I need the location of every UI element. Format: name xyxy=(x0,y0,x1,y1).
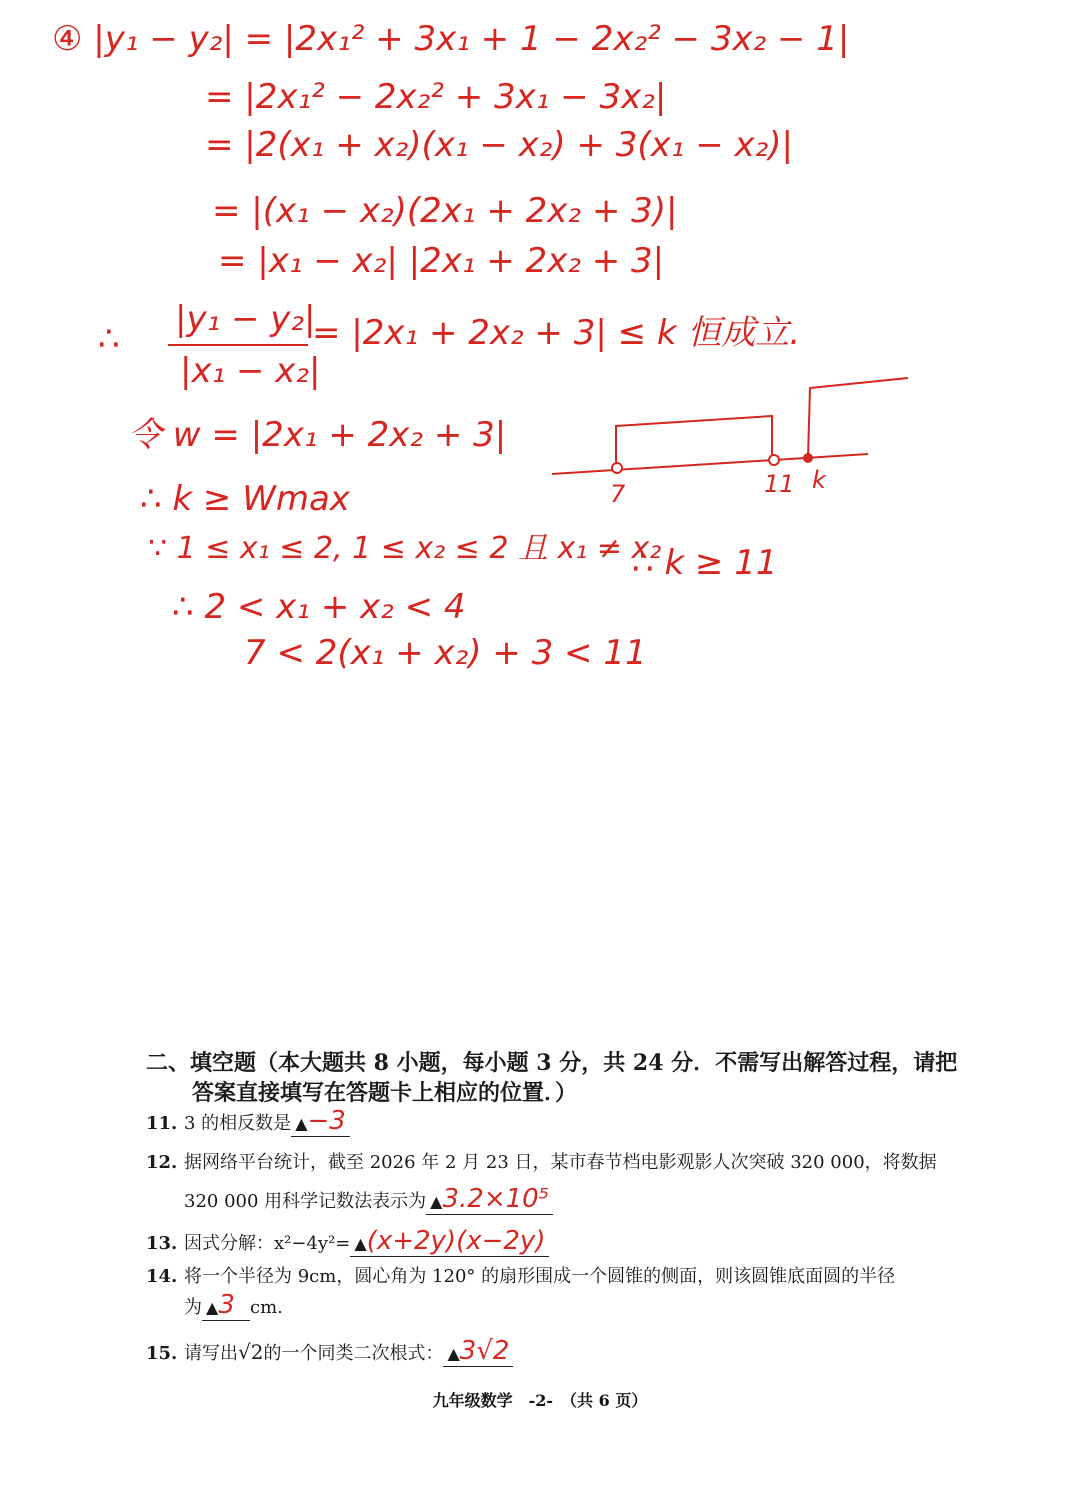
question-text-cont: 320 000 用科学记数法表示为 xyxy=(184,1191,427,1212)
question-number: 12. xyxy=(146,1152,178,1173)
question-14 xyxy=(146,1262,895,1288)
section-title: 二、填空题（本大题共 8 小题，每小题 3 分，共 24 分．不需写出解答过程，请把 xyxy=(146,1050,958,1076)
let-w-line: 令 w = |2x₁ + 2x₂ + 3| xyxy=(128,415,507,455)
question-12-cont xyxy=(184,1184,553,1215)
label-k: k xyxy=(812,466,826,494)
solution-line-2: = |2x₁² − 2x₂² + 3x₁ − 3x₂| xyxy=(205,77,667,117)
fraction-numerator: |y₁ − y₂| xyxy=(175,299,316,339)
question-13 xyxy=(146,1226,549,1257)
triangle-icon: ▲ xyxy=(354,1234,367,1253)
handwritten-answer: 3√2 xyxy=(459,1336,510,1366)
fraction-denominator: |x₁ − x₂| xyxy=(180,351,321,391)
solution-line-3: = |2(x₁ + x₂)(x₁ − x₂) + 3(x₁ − x₂)| xyxy=(205,125,793,165)
page-footer: 九年级数学 -2- （共 6 页） xyxy=(432,1391,648,1410)
label-11: 11 xyxy=(764,470,795,498)
number-line-diagram xyxy=(550,372,920,522)
question-number: 15. xyxy=(146,1343,178,1364)
question-11 xyxy=(146,1106,350,1137)
sqrt-expression: √2 xyxy=(238,1340,264,1364)
handwritten-answer: −3 xyxy=(307,1106,346,1136)
triangle-icon: ▲ xyxy=(295,1114,308,1133)
question-14-cont xyxy=(184,1290,283,1321)
triangle-icon: ▲ xyxy=(206,1298,219,1317)
answer-blank xyxy=(426,1184,553,1215)
solution-line-5: = |x₁ − x₂| |2x₁ + 2x₂ + 3| xyxy=(218,241,665,281)
question-12 xyxy=(146,1148,937,1174)
conclusion-line: ∴ k ≥ 11 xyxy=(632,543,778,583)
fraction-rhs: = |2x₁ + 2x₂ + 3| ≤ k 恒成立. xyxy=(312,313,801,353)
triangle-icon: ▲ xyxy=(447,1344,460,1363)
solution-line-1: ④ |y₁ − y₂| = |2x₁² + 3x₁ + 1 − 2x₂² − 3x₂ − 1| xyxy=(52,19,850,59)
handwritten-answer: 3 xyxy=(218,1290,235,1320)
open-point-7 xyxy=(612,463,622,473)
question-text: 3 的相反数是 xyxy=(184,1113,292,1134)
question-number: 11. xyxy=(146,1113,178,1134)
answer-blank xyxy=(350,1226,549,1257)
unit-label: cm. xyxy=(250,1297,283,1318)
closed-point-k xyxy=(803,453,813,463)
answer-blank xyxy=(202,1290,250,1321)
fraction-bar xyxy=(168,344,308,346)
question-text-cont: 为 xyxy=(184,1297,202,1318)
question-number: 13. xyxy=(146,1233,178,1254)
expression-range-line: 7 < 2(x₁ + x₂) + 3 < 11 xyxy=(244,633,647,673)
question-text: 请写出 xyxy=(184,1343,238,1364)
question-text: 据网络平台统计，截至 2026 年 2 月 23 日，某市春节档电影观影人次突破 320 000，将数据 xyxy=(184,1152,937,1173)
label-7: 7 xyxy=(610,480,626,508)
question-text: 因式分解：x²−4y²= xyxy=(184,1233,351,1254)
sum-range-line: ∴ 2 < x₁ + x₂ < 4 xyxy=(172,587,466,627)
question-number: 14. xyxy=(146,1266,178,1287)
handwritten-answer: 3.2×10⁵ xyxy=(442,1184,550,1214)
question-text: 将一个半径为 9cm，圆心角为 120° 的扇形围成一个圆锥的侧面，则该圆锥底面圆的半径 xyxy=(184,1266,896,1287)
handwritten-answer: (x+2y)(x−2y) xyxy=(366,1226,546,1256)
since-range-line: ∵ 1 ≤ x₁ ≤ 2, 1 ≤ x₂ ≤ 2 且 x₁ ≠ x₂ xyxy=(148,531,662,566)
section-title-cont: 答案直接填写在答题卡上相应的位置．） xyxy=(192,1080,578,1106)
answer-blank xyxy=(443,1336,513,1367)
question-15 xyxy=(146,1336,513,1367)
k-ge-wmax-line: ∴ k ≥ Wmax xyxy=(140,479,350,519)
k-ray xyxy=(808,378,908,458)
triangle-icon: ▲ xyxy=(430,1192,443,1211)
solution-line-4: = |(x₁ − x₂)(2x₁ + 2x₂ + 3)| xyxy=(212,191,678,231)
open-point-11 xyxy=(769,455,779,465)
therefore-symbol: ∴ xyxy=(98,319,120,359)
question-text-2: 的一个同类二次根式： xyxy=(263,1343,444,1364)
answer-blank xyxy=(291,1106,350,1137)
